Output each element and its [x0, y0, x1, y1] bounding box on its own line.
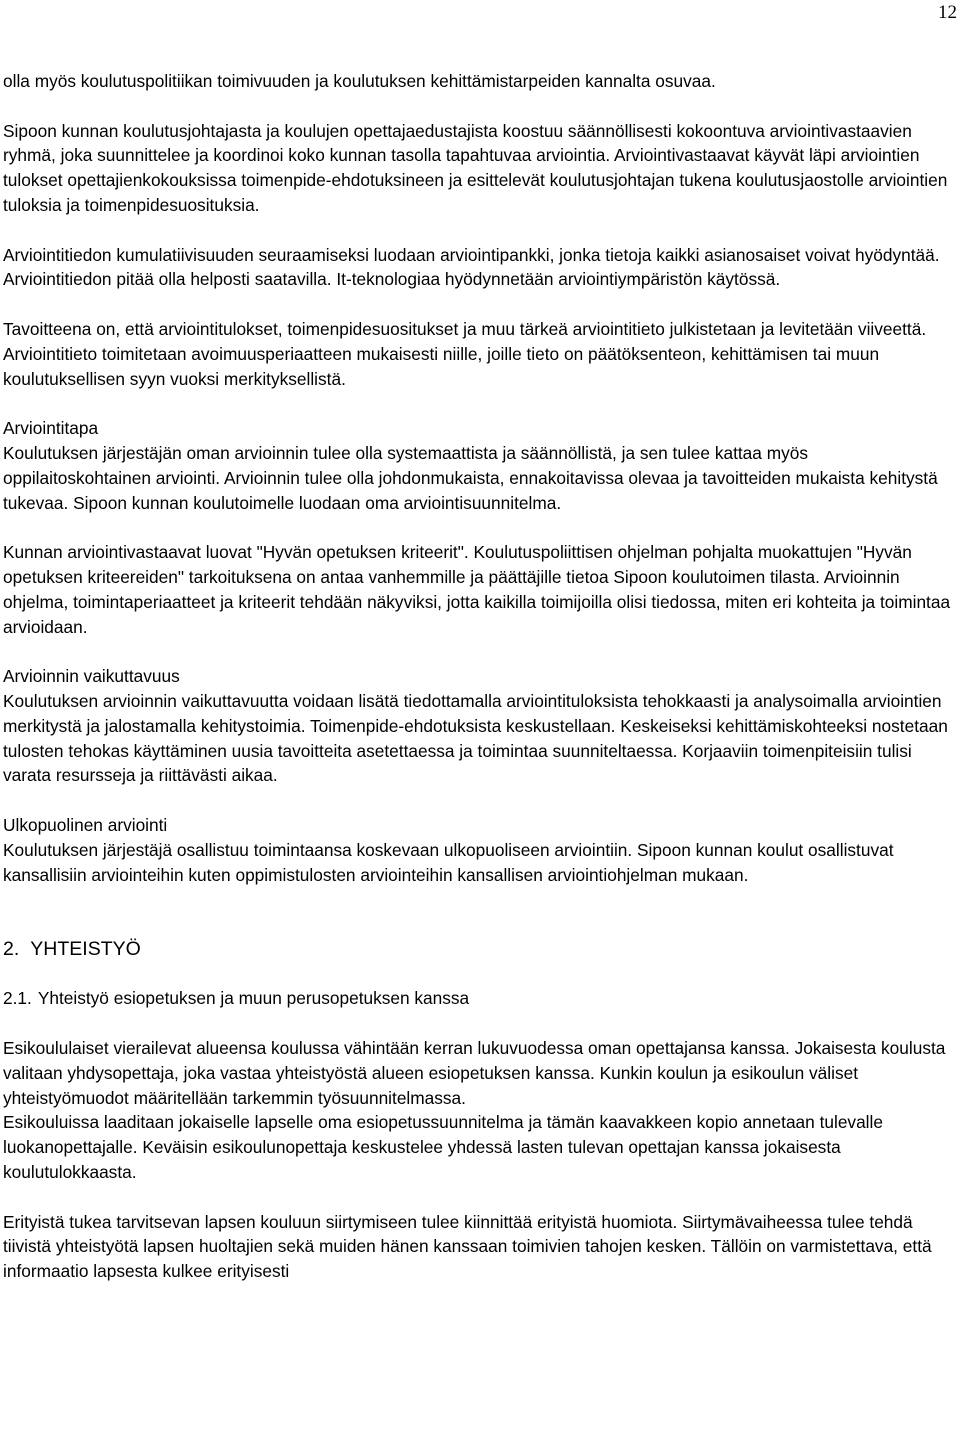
paragraph-preschool-visits: Esikoululaiset vierailevat alueensa koulussa vähintään kerran lukuvuodessa oman opettajansa kanssa. Jokaisesta koulusta valitaan yhdysopettaja, joka vastaa yhteistyöstä alueen esiopetuksen kanssa. Kunkin koulun ja esikoulun väliset yhteistyömuodot määritellään tarkemmin työsuunnitelmassa. [3, 1038, 946, 1108]
paragraph-special-support: Erityistä tukea tarvitsevan lapsen kouluun siirtymiseen tulee kiinnittää erityistä huomiota. Siirtymävaiheessa tulee tehdä tiivistä yhteistyötä lapsen huoltajien sekä muiden hänen kanssaan toimivien tahojen kesken. Tällöin on varmistettava, että informaatio lapsesta kulkee erityisesti [3, 1211, 932, 1282]
page-number: 12 [938, 2, 957, 23]
section-heading [3, 937, 955, 962]
subsection-number: 2.1. [3, 988, 32, 1009]
section-number: 2. [3, 937, 20, 960]
paragraph-policy-relevance: olla myös koulutuspolitiikan toimivuuden ja koulutuksen kehittämistarpeiden kannalta osuvaa. [3, 71, 716, 91]
subsection-heading [3, 986, 955, 1011]
paragraph-publication: Tavoitteena on, että arviointitulokset, toimenpidesuositukset ja muu tärkeä arviointitieto julkistetaan ja levitetään viiveettä. Arviointitieto toimitetaan avoimuusperiaatteen mukaisesti niille, joille tieto on päätöksenteon, kehittämisen tai muun koulutuksellisen syyn vuoksi merkityksellistä. [3, 318, 927, 389]
subheading-external-evaluation: Ulkopuolinen arviointi [3, 814, 168, 835]
paragraph-teaching-criteria: Kunnan arviointivastaavat luovat "Hyvän opetuksen kriteerit". Koulutuspoliittisen ohjelman pohjalta muokattujen "Hyvän opetuksen kriteereiden" tarkoituksena on antaa vanhemmille ja päättäjille tietoa Sipoon koulutoimen tilasta. Arvioinnin ohjelma, toimintaperiaatteet ja kriteerit tehdään näkyviksi, jotta kaikilla toimijoilla olisi tiedossa, miten eri kohteita ja toimintaa arvioidaan. [3, 542, 951, 637]
subheading-evaluation-impact: Arvioinnin vaikuttavuus [3, 666, 180, 687]
paragraph-evaluation-bank: Arviointitiedon kumulatiivisuuden seuraamiseksi luodaan arviointipankki, jonka tietoja kaikki asianosaiset voivat hyödyntää. Arviointitiedon pitää olla helposti saatavilla. It-teknologiaa hyödynnetään arviointiympäristön käytössä. [3, 244, 940, 290]
paragraph-evaluation-method: Koulutuksen järjestäjän oman arvioinnin tulee olla systemaattista ja säännöllistä, ja sen tulee kattaa myös oppilaitoskohtainen arviointi. Arvioinnin tulee olla johdonmukaista, ennakoitavissa olevaa ja tavoitteiden mukaista kehitystä tukevaa. Sipoon kunnan koulutoimelle luodaan oma arviointisuunnitelma. [3, 442, 938, 513]
subheading-evaluation-method: Arviointitapa [3, 418, 99, 439]
subsection-title: Yhteistyö esiopetuksen ja muun perusopetuksen kanssa [37, 988, 470, 1009]
document-body [3, 69, 955, 1284]
section-title: YHTEISTYÖ [30, 937, 141, 960]
paragraph-evaluation-impact: Koulutuksen arvioinnin vaikuttavuutta voidaan lisätä tiedottamalla arviointituloksista tehokkaasti ja analysoimalla arviointien merkitystä ja jalostamalla kehitystoimia. Toimenpide-ehdotuksista keskustellaan. Keskeiseksi kehittämiskohteeksi nostetaan tulosten tehokas käyttäminen uusia tavoitteita asetettaessa ja toimintaa suunniteltaessa. Korjaaviin toimenpiteisiin tulisi varata resursseja ja riittävästi aikaa. [3, 690, 948, 786]
paragraph-preschool-plan: Esikouluissa laaditaan jokaiselle lapselle oma esiopetussuunnitelma ja tämän kaavakkeen kopio annetaan tulevalle luokanopettajalle. Keväisin esikoulunopettaja keskustelee yhdessä lasten tulevan opettajan kanssa jokaisesta koulutulokkaasta. [3, 1112, 883, 1183]
paragraph-external-evaluation: Koulutuksen järjestäjä osallistuu toimintaansa koskevaan ulkopuoliseen arviointiin. Sipoon kunnan koulut osallistuvat kansallisiin arviointeihin kuten oppimistulosten arviointeihin kansallisen arviointiohjelman mukaan. [3, 839, 894, 885]
paragraph-evaluation-group: Sipoon kunnan koulutusjohtajasta ja koulujen opettajaedustajista koostuu säännöllisesti kokoontuva arviointivastaavien ryhmä, joka suunnittelee ja koordinoi koko kunnan tasolla tapahtuvaa arviointia. Arviointivastaavat käyvät läpi arviointien tulokset opettajienkokouksissa toimenpide-ehdotuksineen ja esittelevät koulutusjohtajan tukena koulutusjaostolle arviointien tuloksia ja toimenpidesuosituksia. [3, 120, 948, 215]
